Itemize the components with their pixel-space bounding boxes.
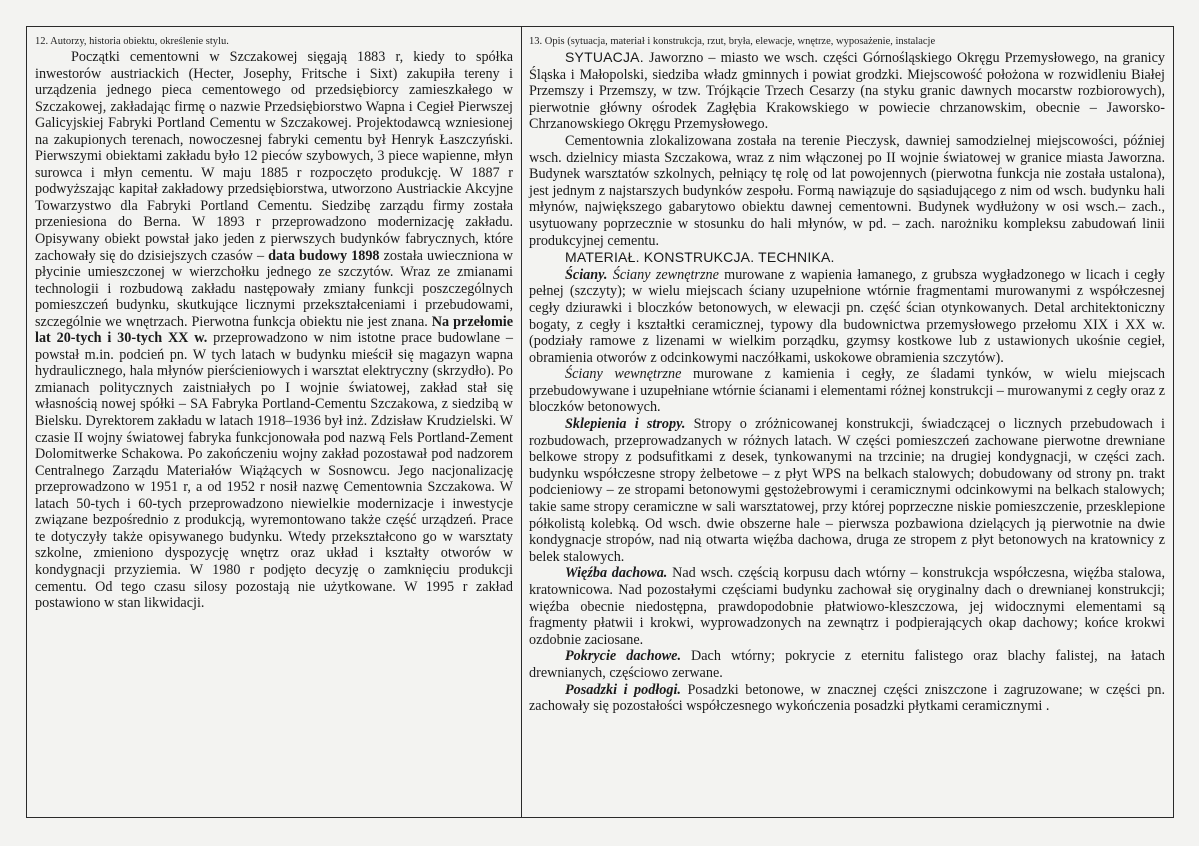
history-text-part: przeprowadzono w nim istotne prace budowlane – powstał m.in. podcień pn. W tych latach w budynku mieścił się magazyn wapna hydraulicznego, hala młynów pierścieniowych i warsztat elektryczny (skrzydło). Po zmianach politycznych zaistniałych po I wojnie światowej, zakład stał się własnością nowej spółki – SA Fabryka Portland-Cementu Szczakowa, z siedzibą w Bielsku. Dyrektorem zakładu w latach 1918–1936 był inż. Zdzisław Krudzielski. W czasie II wojny światowej fabryka funkcjonowała pod nazwą Fels Portland-Zement Dolomitwerke Schakowa. Po zakończeniu wojny zakład pozostawał pod nadzorem Centralnego Zarządu Materiałów Wiążących w Sosnowcu. Jego nacjonalizację przeprowadzono w 1951 r, a od 1952 r nosił nazwę Cementownia Szczakowa. W latach 50-tych i 60-tych przeprowadzono niewielkie modernizacje i inwestycje związane bezpośrednio z produkcją, wyremontowano także część urządzeń. Prace te dotyczyły także opisywanego budynku. Wtedy przekształcono go w warsztaty szkolne, zmieniono dyspozycję wnętrz oraz układ i kształty otworów w kondygnacji przyziemia. W 1980 r podjęto decyzję o zamknięciu produkcji cementu. Od tego czasu silosy pozostają nie użytkowane. W 1995 r zakład postawiono w stan likwidacji. xyxy=(35,330,513,612)
walls-paragraph xyxy=(529,267,1165,367)
roof-truss-label: Więźba dachowa. xyxy=(565,565,668,582)
external-walls-text: murowane z wapienia łamanego, z grubsza wygładzonego w licach i cegły pełnej (szczyty); w wielu miejscach ściany uzupełnione wtórnie fragmentami murowanymi z współczesnej cegły dziurawki i bloczków betonowych, w elewacji pn. część ścian otynkowanych. Detal architektoniczny bogaty, z cegły i kształtki ceramicznej, typowy dla budownictwa przemysłowego przełomu XIX i XX w. (podziały ramowe z lizenami w wielkim porządku, gzymsy kostkowe lub z ustawionych ukośnie cegieł, obramienia otworów z odcinkowymi naczółkami, uskokowe obramienia szczytów). xyxy=(529,266,1165,366)
external-walls-label: Ściany zewnętrzne xyxy=(612,266,719,283)
roof-truss-paragraph xyxy=(529,565,1165,648)
construction-date: data budowy 1898 xyxy=(268,247,380,264)
history-text-part: Początki cementowni w Szczakowej sięgają 1883 r, kiedy to spółka inwestorów austriackich (Hecter, Josephy, Fritsche i Sixt) zakupiła tereny i urządzenia jednego pieca cementowego od przedsiębiorcy zamieszkałego w Szczakowej, zakładając firmę o nazwie Przedsiębiorstwo Wapna i Cegieł Pierwszej Galicyjskiej Fabryki Portland Cementu w Szczakowej. Projektodawcą wzniesionej na zakupionych terenach, nowoczesnej fabryki cementu był Henryk Łaszczyński. Pierwszymi obiektami zakładu było 12 pieców szybowych, 3 piece wapienne, młyn surowca i młyn cementu. W maju 1885 r rozpoczęto produkcję. W 1887 r podwyższając kapitał zakładowy przedsiębiorstwa, utworzono Austriackie Akcyjne Towarzystwo dla Fabryki Portland Cementu. Siedzibę zarządu firmy została przeniesiona do Berna. W 1893 r przeprowadzono modernizację zakładu. Opisywany obiekt powstał jako jeden z pierwszych budynków fabrycznych, które zachowały się do dzisiejszych czasów – xyxy=(35,49,513,264)
situation-paragraph xyxy=(529,49,1165,133)
history-cell xyxy=(27,27,522,817)
history-paragraph xyxy=(35,49,513,612)
roof-truss-text: Nad wsch. częścią korpusu dach wtórny – konstrukcja współczesna, więźba stalowa, kratownicowa. Nad pozostałymi częściami budynku zachował się oryginalny dach o drewnianej konstrukcji; więźba obecnie niedostępna, prawdopodobnie płatwiowo-kleszczowa, jej widocznymi elementami są fragmenty płatwii i krokwi, wyprowadzonych na zewnątrz i podpierających okap dachowy; końce krokwi ozdobnie zaciosane. xyxy=(529,565,1165,648)
description-text xyxy=(529,49,1165,715)
walls-label: Ściany. xyxy=(565,266,608,283)
floors-paragraph xyxy=(529,682,1165,715)
interwar-period: Na przełomie lat 20-tych i 30-tych XX w. xyxy=(35,313,514,347)
floors-text: Posadzki betonowe, w znacznej części zniszczone i zagruzowane; w części pn. zachowały się pozostałości współczesnego wykończenia posadzki płytkami ceramicznymi . xyxy=(529,681,1165,715)
description-cell xyxy=(522,27,1173,817)
situation-text: Jaworzno – miasto we wsch. części Górnośląskiego Okręgu Przemysłowego, na granicy Śląska i Małopolski, siedziba władz gminnych i powiat grodzki. Miejscowość położona w rozwidleniu Białej Przemszy i Przemszy, w tzw. Trójkącie Trzech Cesarzy (na styku granic dawnych mocarstw rozbiorowych), pierwotnie główny ośrodek Zagłębia Krakowskiego w powiecie chrzanowskim, obecnie – Jaworsko-Chrzanowskiego Okręgu Przemysłowego. xyxy=(529,50,1166,133)
history-text-part: została uwieczniona w płycinie umieszczonej w wierzchołku jednego ze szczytów. Wraz ze zmianami technologii i rozbudową zakładu następowały zmiany funkcji poszczególnych pomieszczeń budynku, skutkujące licznymi przekształceniami i przebudowami, szczególnie we wnętrzach. Pierwotna funkcja obiektu nie jest znana. xyxy=(35,247,514,330)
floors-label: Posadzki i podłogi. xyxy=(565,681,681,698)
description-heading: 13. Opis (sytuacja, materiał i konstrukcja, rzut, bryła, elewacje, wnętrze, wyposażenie, instalacje xyxy=(529,36,936,47)
history-heading: 12. Autorzy, historia obiektu, określenie stylu. xyxy=(35,36,229,47)
ceilings-label: Sklepienia i stropy. xyxy=(565,416,686,433)
internal-walls-text: murowane z kamienia i cegły, ze śladami tynków, w wielu miejscach przebudowywane i uzupełniane wtórnie ścianami i elementami różnej konstrukcji – murowanymi z cegły oraz z bloczków betonowych. xyxy=(529,366,1165,416)
ceilings-text: Stropy o zróżnicowanej konstrukcji, świadczącej o licznych przebudowach i rozbudowach, przeprowadzanych w różnych latach. W części pomieszczeń zachowane pierwotne drewniane belkowe stropy z podsufitkami z desek, tynkowanymi na trzcinie; na drugiej kondygnacji, w części zach. budynku współczesne stropy żelbetowe – z płyt WPS na belkach stalowych; dobudowany od strony pn. trakt podcieniowy – ze stropami betonowymi gęstożebrowymi i ceramicznymi odcinkowymi na belkach stalowych; takie same stropy ceramiczne w sali warsztatowej, przy której poprzeczne niskie pomieszczenie, przesklepione półkolistą kolebką. Od wsch. dwie obszerne hale – pierwsza pozbawiona dzielących ją pierwotnie na dwie kondygnacje stropów, nad nią otwarta więźba dachowa, druga ze stropem z płyt betonowych na kratownicy z belek stalowych. xyxy=(529,416,1165,565)
location-paragraph: Cementownia zlokalizowana została na terenie Pieczysk, dawniej samodzielnej miejscowości, później wsch. dzielnicy miasta Szczakowa, wraz z nim włączonej po II wojnie światowej w granice miasta Jaworzna. Budynek warsztatów szkolnych, pełniący tę rolę od lat powojennych (pierwotna funkcja nie została ustalona), jest jednym z najstarszych budynków zespołu. Formą nawiązuje do sąsiadującego z nim od wsch. budynku hali młynów, największego gabarytowo obiektu dawnej cementowni. Budynek wydłużony w osi wsch.– zach., usytuowany poprzecznie w stosunku do hali młynów, w pd. – zach. narożniku kompleksu zabudowań linii produkcyjnej cementu. xyxy=(529,132,1165,249)
internal-walls-paragraph xyxy=(529,366,1165,416)
roofing-label: Pokrycie dachowe. xyxy=(565,648,681,665)
form-table xyxy=(26,26,1174,818)
situation-label: SYTUACJA. xyxy=(565,49,644,65)
roofing-paragraph xyxy=(529,648,1165,681)
ceilings-paragraph xyxy=(529,416,1165,565)
material-heading: MATERIAŁ. KONSTRUKCJA. TECHNIKA. xyxy=(565,249,835,266)
roofing-text: Dach wtórny; pokrycie z eternitu falistego oraz blachy falistej, na łatach drewnianych, częściowo zerwane. xyxy=(529,648,1165,681)
history-text xyxy=(35,49,513,612)
internal-walls-label: Ściany wewnętrzne xyxy=(565,366,682,383)
